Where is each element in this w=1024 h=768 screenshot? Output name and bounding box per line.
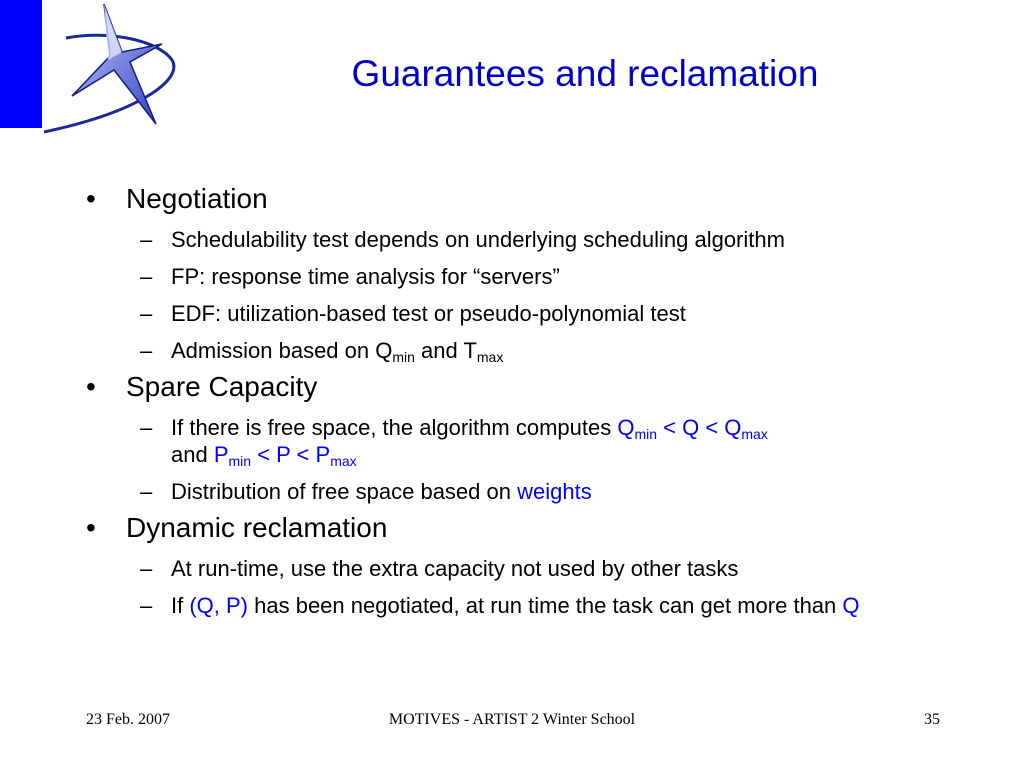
dash-marker: – bbox=[140, 264, 153, 289]
logo-icon bbox=[38, 0, 188, 136]
footer-date: 23 Feb. 2007 bbox=[86, 711, 170, 728]
dash-marker: – bbox=[140, 301, 153, 326]
slide-title: Guarantees and reclamation bbox=[351, 53, 819, 94]
dash-marker: – bbox=[140, 593, 153, 618]
dash-marker: – bbox=[140, 227, 153, 252]
sub-item: – Admission based on $Q_{min}$ and $T_{max}$ bbox=[140, 338, 504, 365]
slide-content bbox=[86, 176, 986, 619]
weights-highlight: weights bbox=[517, 479, 592, 504]
p-range: $P_{min} < P < P_{max}$ bbox=[213, 442, 357, 469]
page-number: 35 bbox=[924, 711, 940, 728]
dash-marker: – bbox=[140, 415, 153, 440]
sub-item: – Schedulability test depends on underlying scheduling algorithm bbox=[140, 227, 785, 252]
bullet-negotiation: • Negotiation bbox=[86, 183, 268, 214]
sub-item: – EDF: utilization-based test or pseudo-polynomial test bbox=[140, 301, 686, 326]
q-highlight: Q bbox=[842, 593, 860, 618]
bullet-dynamic-reclamation: • Dynamic reclamation bbox=[86, 512, 388, 543]
bullet-marker: • bbox=[86, 371, 96, 402]
sub-item: – If there is free space, the algorithm computes $Q_{min} < Q < Q_{max}$ and $P_{min} < P < P_{max}$ bbox=[140, 415, 768, 469]
dash-marker: – bbox=[140, 479, 153, 504]
bullet-marker: • bbox=[86, 512, 96, 543]
sub-item: – Distribution of free space based on weights bbox=[140, 479, 592, 504]
sub-item: – At run-time, use the extra capacity not used by other tasks bbox=[140, 556, 739, 581]
bullet-spare-capacity: • Spare Capacity bbox=[86, 371, 318, 402]
accent-bar bbox=[0, 0, 42, 128]
sub-item: – If (Q, P) has been negotiated, at run time the task can get more than Q bbox=[140, 593, 860, 618]
q-range: $Q_{min} < Q < Q_{max}$ bbox=[617, 415, 768, 442]
footer-title: MOTIVES - ARTIST 2 Winter School bbox=[388, 711, 636, 728]
dash-marker: – bbox=[140, 338, 153, 363]
qp-highlight: (Q, P) bbox=[189, 593, 249, 618]
dash-marker: – bbox=[140, 556, 153, 581]
sub-item: – FP: response time analysis for “servers” bbox=[140, 264, 560, 289]
bullet-marker: • bbox=[86, 183, 96, 214]
